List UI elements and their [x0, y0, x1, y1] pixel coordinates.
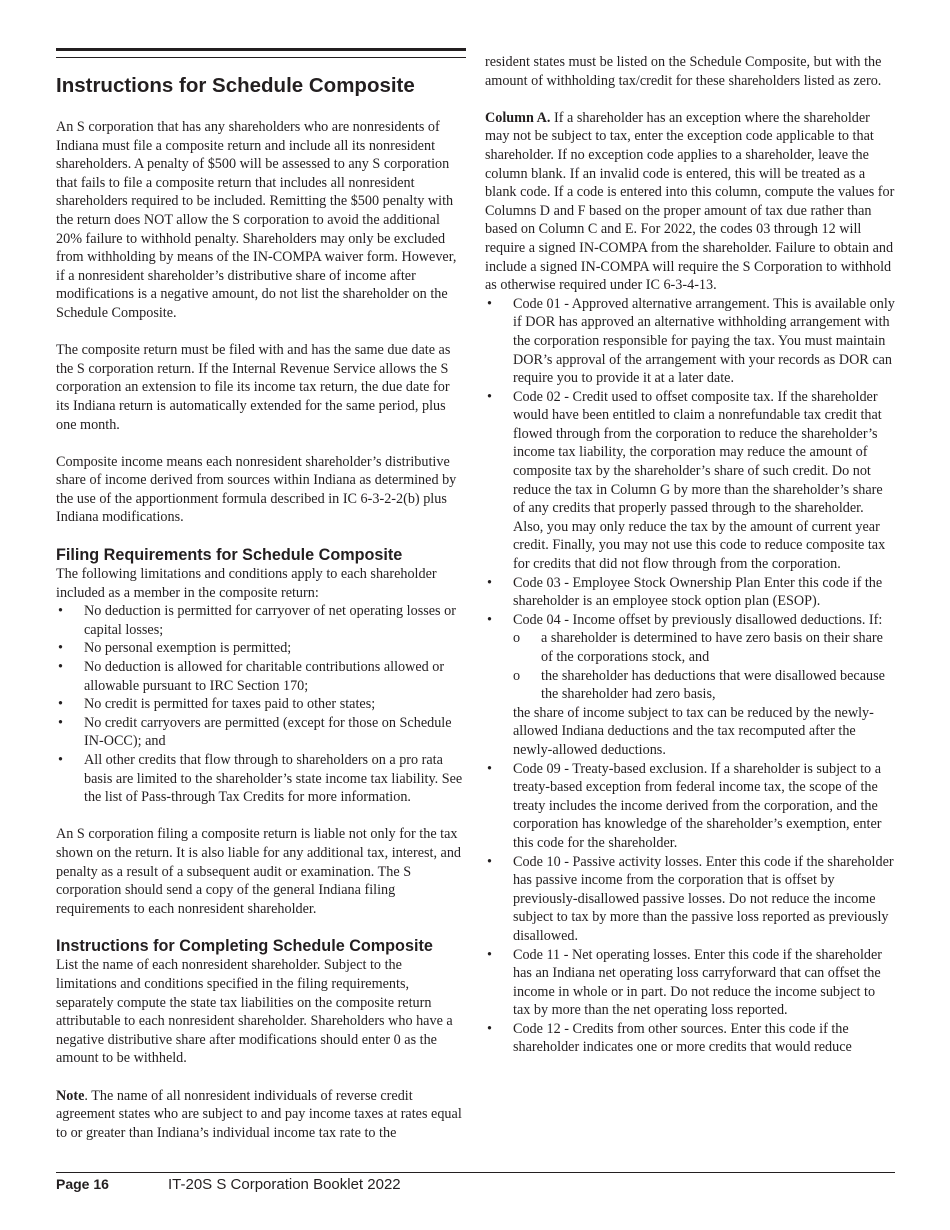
sub-list-item: o a shareholder is determined to have zero basis on their share of the corporations stock, and — [513, 629, 895, 666]
liability-paragraph: An S corporation filing a composite return is liable not only for the tax shown on the return. It is also liable for any additional tax, interest, and penalty as a result of a subsequent audit or examination. The S corporation should send a copy of the general Indiana filing requirements to each nonresident shareholder. — [56, 826, 462, 917]
column-a-label: Column A. — [485, 109, 551, 126]
page-number: Page 16 — [56, 1176, 109, 1192]
composite-income-paragraph: Composite income means each nonresident shareholder’s distributive share of income derived from sources within Indiana as determined by the use of the apportionment formula described in IC 6-3-2-2(b) plus Indiana modifications. — [56, 453, 457, 526]
page-title: Instructions for Schedule Composite — [56, 74, 415, 97]
code-04-item — [485, 611, 895, 760]
code-04-text: Code 04 - Income offset by previously disallowed deductions. If: — [513, 611, 883, 628]
completing-paragraph: List the name of each nonresident shareholder. Subject to the limitations and conditions specified in the filing requirements, separately compute the state tax liabilities on the composite return attributable to each nonresident shareholder. Shareholders who have a negative distributive share after modifications should enter 0 as the amount to be withheld. — [56, 957, 453, 1067]
right-column — [485, 53, 895, 1057]
code-03-item: • Code 03 - Employee Stock Ownership Plan Enter this code if the shareholder is an employee stock option plan (ESOP). — [485, 574, 895, 611]
exception-codes-list — [485, 295, 895, 1057]
note-label: Note — [56, 1087, 85, 1104]
filing-intro: The following limitations and conditions apply to each shareholder included as a member in the composite return: — [56, 566, 437, 601]
list-item: • No personal exemption is permitted; — [56, 639, 466, 658]
code-09-item: • Code 09 - Treaty-based exclusion. If a shareholder is subject to a treaty-based exception from federal income tax, the scope of the treaty includes the income derived from the corporation, and the corporation has knowledge of the shareholder’s exemption, enter this code for the shareholder. — [485, 760, 895, 853]
footer-rule — [56, 1172, 895, 1173]
code-04-after: the share of income subject to tax can be reduced by the newly-allowed Indiana deductions and the tax recomputed after the newly-allowed deductions. — [513, 704, 874, 758]
list-item: • No credit is permitted for taxes paid to other states; — [56, 695, 466, 714]
code-01-item: • Code 01 - Approved alternative arrangement. This is available only if DOR has approved an alternative withholding arrangement with the corporation responsible for paying the tax. You must maintain DOR’s approval of the arrangement with your records as DOR can require you to provide it at a later date. — [485, 295, 895, 388]
sub-list-item: o the shareholder has deductions that were disallowed because the shareholder had zero basis, — [513, 667, 895, 704]
continued-paragraph: resident states must be listed on the Schedule Composite, but with the amount of withholding tax/credit for these shareholders listed as zero. — [485, 54, 882, 89]
note-text: . The name of all nonresident individuals of reverse credit agreement states who are subject to and pay income taxes at rates equal to or greater than Indiana’s individual income tax rate to the — [56, 1087, 462, 1141]
list-item: • No deduction is permitted for carryover of net operating losses or capital losses; — [56, 602, 466, 639]
column-a-text: If a shareholder has an exception where the shareholder may not be subject to tax, enter the exception code applicable to that shareholder. If no exception code applies to a shareholder, leave the column blank. If an invalid code is entered, this will be treated as a blank code. If a code is entered into this column, compute the values for Columns D and F based on the proper amount of tax due rather than based on Column C and E. For 2022, the codes 03 through 12 will require a signed IN-COMPA from the shareholder. Failure to obtain and include a signed IN-COMPA will require the S Corporation to withhold as otherwise required under IC 6-3-4-13. — [485, 109, 895, 294]
note-paragraph — [56, 1087, 466, 1143]
filing-requirements-list — [56, 602, 466, 807]
intro-paragraph: An S corporation that has any shareholders who are nonresidents of Indiana must file a composite return and include all its nonresident shareholders. A penalty of $500 will be assessed to any S corporation that fails to file a composite return that includes all nonresident shareholders required to be included. Remitting the $500 penalty with the return does NOT allow the S corporation to avoid the additional 20% failure to withhold penalty. Shareholders may only be excluded from withholding by means of the IN-COMPA waiver form. However, if a nonresident shareholder’s distributive share of income after modifications is a negative amount, do not list the shareholder on the Schedule Composite. — [56, 119, 457, 321]
list-item: • All other credits that flow through to shareholders on a pro rata basis are limited to the shareholder’s state income tax liability. See the list of Pass-through Tax Credits for more information. — [56, 751, 466, 807]
list-item: • No credit carryovers are permitted (except for those on Schedule IN-OCC); and — [56, 714, 466, 751]
booklet-title: IT-20S S Corporation Booklet 2022 — [168, 1176, 401, 1193]
filing-requirements-heading: Filing Requirements for Schedule Composite — [56, 546, 403, 565]
code-10-item: • Code 10 - Passive activity losses. Enter this code if the shareholder has passive income from the corporation that is offset by previously-disallowed passive losses. Do not reduce the income subject to tax by more than the passive loss reported as previously disallowed. — [485, 853, 895, 946]
left-column — [56, 50, 466, 1142]
list-item: • No deduction is allowed for charitable contributions allowed or allowable pursuant to IRC Section 170; — [56, 658, 466, 695]
column-a-paragraph — [485, 109, 895, 295]
code-12-item: • Code 12 - Credits from other sources. Enter this code if the shareholder indicates one or more credits that would reduce — [485, 1020, 895, 1057]
due-date-paragraph: The composite return must be filed with and has the same due date as the S corporation return. If the Internal Revenue Service allows the S corporation an extension to file its income tax return, the due date for its Indiana return is automatically extended for the same period, plus one month. — [56, 342, 451, 433]
code-02-item: • Code 02 - Credit used to offset composite tax. If the shareholder would have been entitled to claim a nonrefundable tax credit that flowed through from the corporation to reduce the shareholder’s income tax liability, the corporation may reduce the amount of composite tax by the shareholder’s share of such credit. Do not reduce the tax in Column G by more than the shareholder’s share of any credits that properly passed through to the shareholder. Also, you may only reduce the tax by the amount of current year credit. Finally, you may not use this code to reduce composite tax for credits that did not flow through from the corporation. — [485, 388, 895, 574]
code-11-item: • Code 11 - Net operating losses. Enter this code if the shareholder has an Indiana net operating loss carryforward that can offset the income in whole or in part. Do not reduce the income subject to tax by more than the net operating loss reported. — [485, 946, 895, 1020]
code-04-sublist — [513, 629, 895, 703]
completing-heading: Instructions for Completing Schedule Composite — [56, 937, 433, 956]
